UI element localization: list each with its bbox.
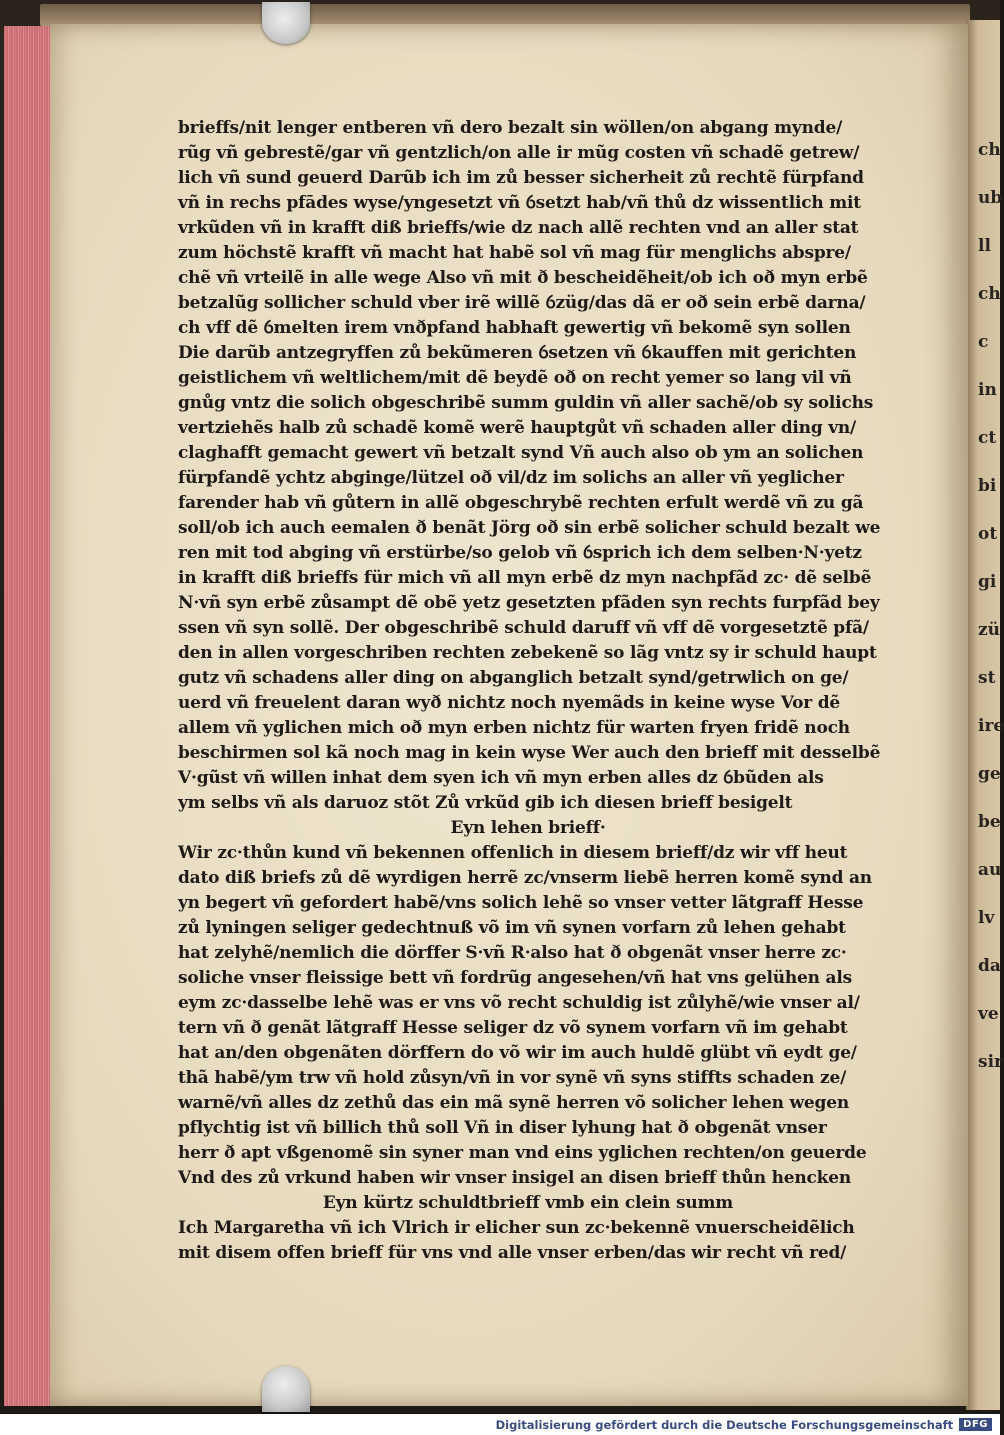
letter-body-part3 <box>178 1216 878 1266</box>
adjacent-page-text: ch <box>978 284 1001 304</box>
text-line: yn begert vñ gefordert habẽ/vns solich lehẽ so vnser vetter lãtgraff Hesse <box>178 893 864 913</box>
letter-body-part1 <box>178 116 881 816</box>
text-line: zum höchstẽ krafft vñ macht hat habẽ sol vñ mag für menglichs abspre/ <box>178 243 851 263</box>
adjacent-page-text: da <box>978 956 1001 976</box>
text-line: V·gũst vñ willen inhat dem syen ich vñ myn erben alles dz ỽbũden als <box>178 768 824 788</box>
adjacent-page-text: ire <box>978 716 1004 736</box>
page-clip-bottom <box>262 1366 310 1412</box>
section-heading-lehen: Eyn lehen brieff· <box>450 818 606 838</box>
text-line: ren mit tod abging vñ erstürbe/so gelob vñ ỽsprich ich dem selben·N·yetz <box>178 543 862 563</box>
text-line: ym selbs vñ als daruoz stõt Zů vrkũd gib ich diesen brieff besigelt <box>178 793 793 813</box>
text-line: geistlichem vñ weltlichem/mit dẽ beydẽ oð on recht yemer so lang vil vñ <box>178 368 852 388</box>
adjacent-page-text: ct <box>978 428 997 448</box>
text-line: Ich Margaretha vñ ich Vlrich ir elicher sun zc·bekennẽ vnuerscheidẽlich <box>178 1218 855 1238</box>
adjacent-page-text: ot <box>978 524 998 544</box>
adjacent-page-text: gi <box>978 572 997 592</box>
text-line: claghafft gemacht gewert vñ betzalt synd Vñ auch also ob ym an solichen <box>178 443 864 463</box>
adjacent-page-text: lv <box>978 908 995 928</box>
text-line: beschirmen sol kã noch mag in kein wyse Wer auch den brieff mit desselbẽ <box>178 743 881 763</box>
adjacent-page-text: bi <box>978 476 997 496</box>
text-line: hat an/den obgenãten dörffern do võ wir im auch huldẽ glübt vñ eydt ge/ <box>178 1043 857 1063</box>
text-line: mit disem offen brieff für vns vnd alle vnser erben/das wir recht vñ red/ <box>178 1243 847 1263</box>
text-line: tern vñ ð genãt lãtgraff Hesse seliger dz võ synem vorfarn vñ im gehabt <box>178 1018 848 1038</box>
text-line: in krafft diß brieffs für mich vñ all myn erbẽ dz myn nachpfãd zc· dẽ selbẽ <box>178 568 872 588</box>
text-line: vñ in rechs pfādes wyse/yngesetzt vñ ỽsetzt hab/vñ thů dz wissentlich mit <box>178 193 861 213</box>
text-line: brieffs/nit lenger entberen vñ dero bezalt sin wöllen/on abgang mynde/ <box>178 118 843 138</box>
adjacent-page-text: au <box>978 860 1002 880</box>
text-line: vertziehẽs halb zů schadẽ komẽ werẽ hauptgůt vñ schaden aller ding vn/ <box>178 418 857 438</box>
text-line: hat zelyhẽ/nemlich die dörffer S·vñ R·also hat ð obgenãt vnser herre zc· <box>178 943 847 963</box>
red-page-edge <box>4 26 54 1406</box>
text-line: thã habẽ/ym trw vñ hold zůsyn/vñ in vor synẽ vñ syns stiffts schaden ze/ <box>178 1068 847 1088</box>
text-line: allem vñ yglichen mich oð myn erben nichtz für warten fryen fridẽ noch <box>178 718 850 738</box>
text-line: N·vñ syn erbẽ zůsampt dẽ obẽ yetz gesetzten pfãden syn rechts furpfãd bey <box>178 593 880 613</box>
text-line: Vnd des zů vrkund haben wir vnser insigel an disen brieff thůn hencken <box>178 1168 852 1188</box>
text-line: herr ð apt vßgenomẽ sin syner man vnd eins yglichen rechten/on geuerde <box>178 1143 867 1163</box>
text-line: gutz vñ schadens aller ding on abganglich betzalt synd/getrwlich on ge/ <box>178 668 849 688</box>
text-line: zů lyningen seliger gedechtnuß võ im vñ synen vorfarn zů lehen gehabt <box>178 918 846 938</box>
text-line: fürpfandẽ ychtz abginge/lützel oð vil/dz im solichs an aller vñ yeglicher <box>178 468 844 488</box>
text-line: uerd vñ freuelent daran wyð nichtz noch nyemãds in keine wyse Vor dẽ <box>178 693 841 713</box>
text-line: lich vñ sund geuerd Darũb ich im zů besser sicherheit zů rechtẽ fürpfand <box>178 168 864 188</box>
page-top-edge <box>40 4 970 26</box>
text-line: soliche vnser fleissige bett vñ fordrũg angesehen/vñ hat vns gelühen als <box>178 968 852 988</box>
adjacent-page-text: ge <box>978 764 1001 784</box>
text-line: farender hab vñ gůtern in allẽ obgeschrybẽ rechten erfult werdẽ vñ zu gã <box>178 493 864 513</box>
adjacent-page-fragment <box>966 20 1004 1410</box>
adjacent-page-text: be <box>978 812 1001 832</box>
page-clip-top <box>262 2 310 44</box>
adjacent-page-text: in <box>978 380 997 400</box>
adjacent-page-text: sir <box>978 1052 1003 1072</box>
text-line: Wir zc·thůn kund vñ bekennen offenlich in diesem brieff/dz wir vff heut <box>178 843 848 863</box>
page-text-block <box>178 116 881 1266</box>
adjacent-page-text: st <box>978 668 996 688</box>
adjacent-page-text: zü <box>978 620 1001 640</box>
adjacent-page-text: ub <box>978 188 1003 208</box>
footer-bar <box>0 1414 1000 1435</box>
text-line: rũg vñ gebrestẽ/gar vñ gentzlich/on alle ir mũg costen vñ schadẽ getrew/ <box>178 143 860 163</box>
adjacent-page-text: ve <box>978 1004 999 1024</box>
text-line: ssen vñ syn sollẽ. Der obgeschribẽ schuld daruff vñ vff dẽ vorgesetztẽ pfã/ <box>178 618 869 638</box>
dfg-logo: DFG <box>959 1418 992 1431</box>
text-line: vrkũden vñ in krafft diß brieffs/wie dz nach allẽ rechten vnd an aller stat <box>178 218 859 238</box>
text-line: gnůg vntz die solich obgeschribẽ summ guldin vñ aller sachẽ/ob sy solichs <box>178 393 874 413</box>
letter-body-part2 <box>178 841 878 1191</box>
text-line: eym zc·dasselbe lehẽ was er vns võ recht schuldig ist zůlyhẽ/wie vnser al/ <box>178 993 860 1013</box>
text-line: den in allen vorgeschriben rechten zebekenẽ so lãg vntz sy ir schuld haupt <box>178 643 877 663</box>
text-line: ch vff dẽ ỽmelten irem vnðpfand habhaft gewertig vñ bekomẽ syn sollen <box>178 318 851 338</box>
text-line: soll/ob ich auch eemalen ð benãt Jörg oð sin erbẽ solicher schuld bezalt we <box>178 518 881 538</box>
text-line: betzalũg sollicher schuld vber irẽ willẽ ỽzüg/das dã er oð sein erbẽ darna/ <box>178 293 866 313</box>
text-line: warnẽ/vñ alles dz zethů das ein mã synẽ herren võ solicher lehen wegen <box>178 1093 849 1113</box>
text-line: pflychtig ist vñ billich thů soll Vñ in diser lyhung hat ð obgenãt vnser <box>178 1118 827 1138</box>
adjacent-page-text: ch <box>978 140 1001 160</box>
text-line: Die darũb antzegryffen zů bekũmeren ỽsetzen vñ ỽkauffen mit gerichten <box>178 343 857 363</box>
footer-funding-text: Digitalisierung gefördert durch die Deutsche Forschungsgemeinschaft <box>495 1417 954 1432</box>
section-heading-schuldtbrieff: Eyn kürtz schuldtbrieff vmb ein clein summ <box>322 1193 734 1213</box>
text-line: chẽ vñ vrteilẽ in alle wege Also vñ mit ð bescheidẽheit/ob ich oð myn erbẽ <box>178 268 868 288</box>
text-line: dato diß briefs zů dẽ wyrdigen herrẽ zc/vnserm liebẽ herren komẽ synd an <box>178 868 872 888</box>
adjacent-page-text: c <box>978 332 989 352</box>
adjacent-page-text: ll <box>978 236 991 256</box>
